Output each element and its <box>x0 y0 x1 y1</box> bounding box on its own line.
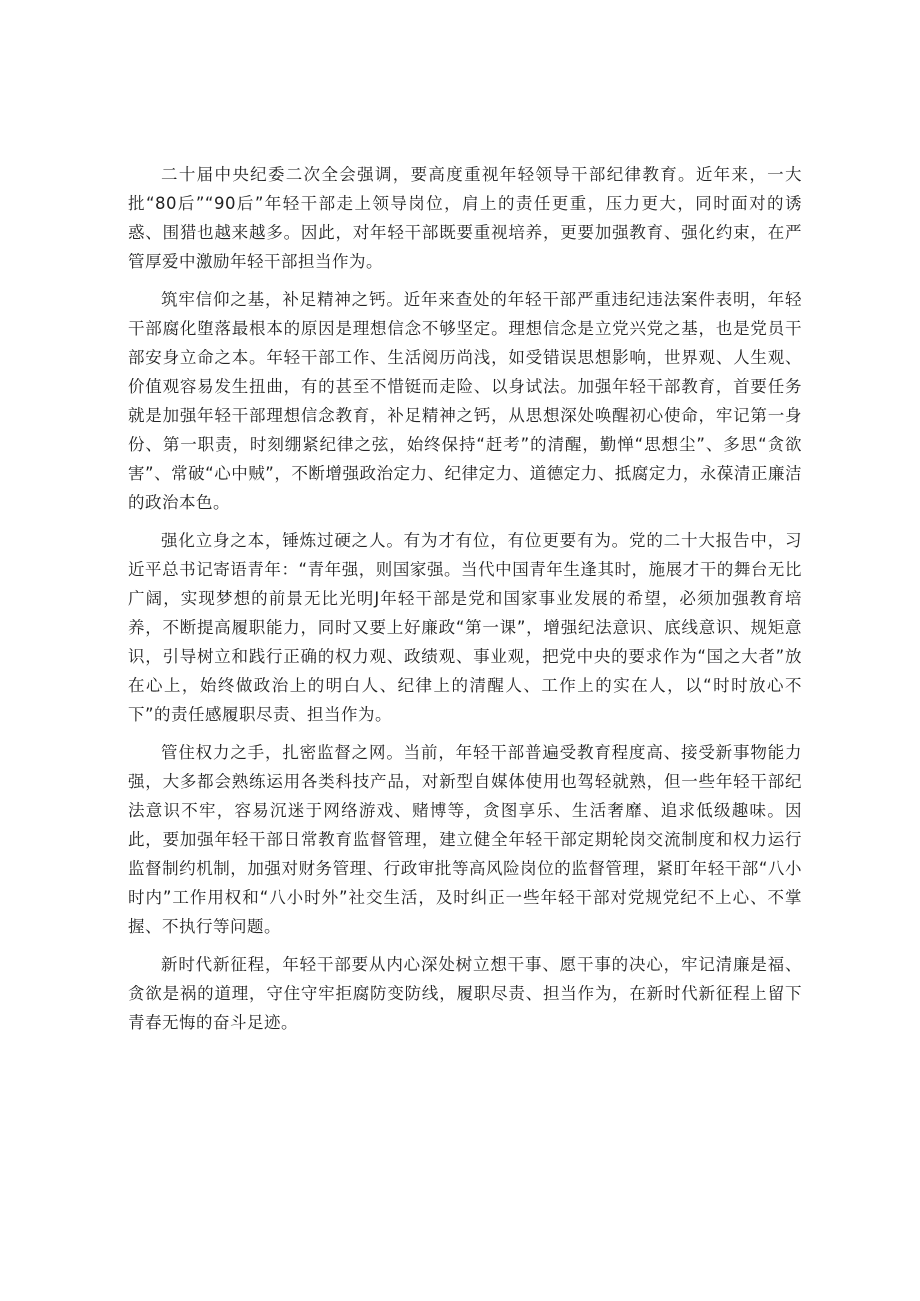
paragraph-foundation: 强化立身之本，锤炼过硬之人。有为才有位，有位更要有为。党的二十大报告中，习近平总书记寄语青年：“青年强，则国家强。当代中国青年生逢其时，施展才干的舞台无比广阔，实现梦想的前景无比光明J年轻干部是党和国家事业发展的希望，必须加强教育培养，不断提高履职能力，同时又要上好廉政“第一课”，增强纪法意识、底线意识、规矩意识，引导树立和践行正确的权力观、政绩观、事业观，把党中央的要求作为“国之大者”放在心上，始终做政治上的明白人、纪律上的清醒人、工作上的实在人，以“时时放心不下”的责任感履职尽责、担当作为。 <box>128 531 802 724</box>
paragraph-intro: 二十届中央纪委二次全会强调，要高度重视年轻领导干部纪律教育。近年来，一大批“80后”“90后”年轻干部走上领导岗位，肩上的责任更重，压力更大，同时面对的诱惑、围猎也越来越多。因此，对年轻干部既要重视培养，更要加强教育、强化约束，在严管厚爱中激励年轻干部担当作为。 <box>128 165 802 271</box>
paragraph-conclusion: 新时代新征程，年轻干部要从内心深处树立想干事、愿干事的决心，牢记清廉是福、贪欲是祸的道理，守住守牢拒腐防变防线，履职尽责、担当作为，在新时代新征程上留下青春无悔的奋斗足迹。 <box>128 955 802 1032</box>
paragraph-supervision: 管住权力之手，扎密监督之网。当前，年轻干部普遍受教育程度高、接受新事物能力强，大多都会熟练运用各类科技产品，对新型自媒体使用也驾轻就熟，但一些年轻干部纪法意识不牢，容易沉迷于网络游戏、赌博等，贪图享乐、生活奢靡、追求低级趣味。因此，要加强年轻干部日常教育监督管理，建立健全年轻干部定期轮岗交流制度和权力运行监督制约机制，加强对财务管理、行政审批等高风险岗位的监督管理，紧盯年轻干部“八小时内”工作用权和“八小时外”社交生活，及时纠正一些年轻干部对党规党纪不上心、不掌握、不执行等问题。 <box>128 743 802 936</box>
paragraph-ideals: 筑牢信仰之基，补足精神之钙。近年来查处的年轻干部严重违纪违法案件表明，年轻干部腐化堕落最根本的原因是理想信念不够坚定。理想信念是立党兴党之基，也是党员干部安身立命之本。年轻干部工作、生活阅历尚浅，如受错误思想影响，世界观、人生观、价值观容易发生扭曲，有的甚至不惜铤而走险、以身试法。加强年轻干部教育，首要任务就是加强年轻干部理想信念教育，补足精神之钙，从思想深处唤醒初心使命，牢记第一身份、第一职责，时刻绷紧纪律之弦，始终保持“赶考”的清醒，勤惮“思想尘”、多思“贪欲害”、常破“心中贼”，不断增强政治定力、纪律定力、道德定力、抵腐定力，永葆清正廉洁的政治本色。 <box>128 290 802 512</box>
article-body <box>128 160 802 1046</box>
